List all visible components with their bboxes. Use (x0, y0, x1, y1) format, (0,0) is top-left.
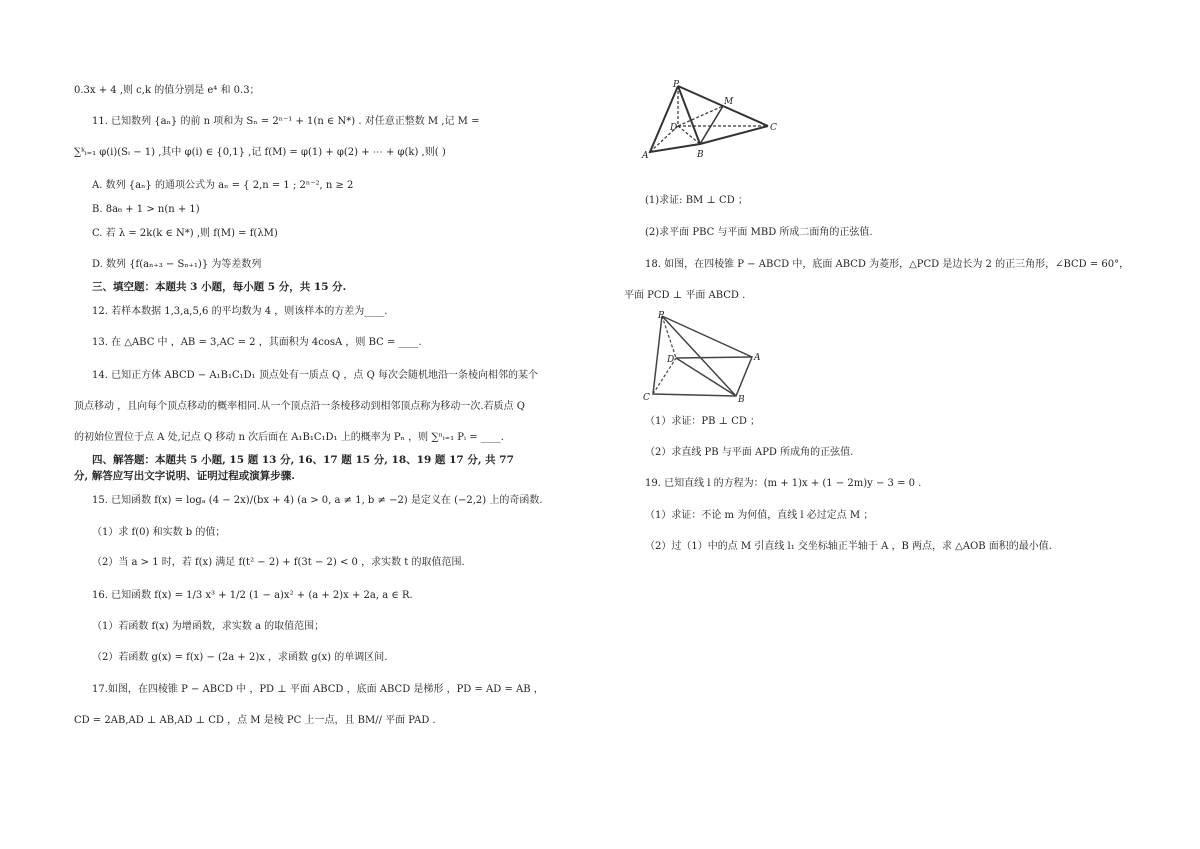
vertex-label: A (642, 151, 649, 161)
question-19: 19. 已知直线 l 的方程为：(m + 1)x + (1 − 2m)y − 3 = 0 . (645, 478, 922, 489)
vertex-label: D (670, 123, 678, 133)
section-heading: 三、填空题：本题共 3 小题，每小题 5 分，共 15 分. (92, 281, 347, 293)
vertex-label: B (697, 150, 704, 160)
text-line: （1）求证：不论 m 为何值，直线 l 必过定点 M ； (645, 510, 874, 521)
text-line: ∑ᵏᵢ₌₁ φ(i)(Sᵢ − 1) ,其中 φ(i) ∈ {0,1} ,记 f(M) = φ(1) + φ(2) + ⋯ + φ(k) ,则( ) (74, 147, 446, 158)
text-line: （2）当 a > 1 时，若 f(x) 满足 f(t² − 2) + f(3t − 2) < 0 ，求实数 t 的取值范围. (92, 557, 465, 568)
option-c: C. 若 λ = 2k(k ∈ N*) ,则 f(M) = f(λM) (92, 228, 278, 239)
pyramid-figure-1 (640, 78, 790, 162)
text-line: （1）求 f(0) 和实数 b 的值； (92, 527, 226, 538)
text-line: （2）求直线 PB 与平面 APD 所成角的正弦值. (645, 447, 854, 458)
vertex-label: C (643, 393, 650, 403)
question-15: 15. 已知函数 f(x) = logₐ (4 − 2x)/(bx + 4) (a > 0, a ≠ 1, b ≠ −2) 是定义在 (−2,2) 上的奇函数. (92, 495, 543, 506)
question-11: 11. 已知数列 {aₙ} 的前 n 项和为 Sₙ = 2ⁿ⁻¹ + 1(n ∈ N*) . 对任意正整数 M ,记 M = (92, 116, 480, 127)
section-heading: 分, 解答应写出文字说明、证明过程或演算步骤. (74, 470, 295, 482)
text-line: 的初始位置位于点 A 处,记点 Q 移动 n 次后面在 A₁B₁C₁D₁ 上的概率为 Pₙ ，则 ∑ⁿᵢ₌₁ Pᵢ = ____. (74, 432, 504, 443)
text-line: 0.3x + 4 ,则 c,k 的值分别是 e⁴ 和 0.3； (74, 85, 260, 96)
text-line: (2)求平面 PBC 与平面 MBD 所成二面角的正弦值. (645, 227, 873, 238)
question-14: 14. 已知正方体 ABCD − A₁B₁C₁D₁ 顶点处有一质点 Q ，点 Q 每次会随机地沿一条棱向相邻的某个 (92, 370, 538, 381)
question-16: 16. 已知函数 f(x) = 1/3 x³ + 1/2 (1 − a)x² + (a + 2)x + 2a, a ∈ R. (92, 590, 413, 601)
text-line: (1)求证: BM ⊥ CD ； (645, 195, 748, 206)
option-a: A. 数列 {aₙ} 的通项公式为 aₙ = { 2,n = 1 ; 2ⁿ⁻², n ≥ 2 (92, 180, 354, 191)
vertex-label: C (770, 123, 777, 133)
text-line: 平面 PCD ⊥ 平面 ABCD . (624, 290, 746, 301)
section-heading: 四、解答题：本题共 5 小题, 15 题 13 分, 16、17 题 15 分, 18、19 题 17 分, 共 77 (92, 454, 514, 466)
text-line: CD = 2AB,AD ⊥ AB,AD ⊥ CD ，点 M 是棱 PC 上一点，且 BM// 平面 PAD . (74, 715, 436, 726)
question-17: 17.如图，在四棱锥 P − ABCD 中 ，PD ⊥ 平面 ABCD ，底面 ABCD 是梯形 ，PD = AD = AB ， (92, 684, 544, 695)
vertex-label: B (738, 395, 745, 405)
pyramid-figure-2 (640, 310, 770, 406)
option-b: B. 8a₆ + 1 > n(n + 1) (92, 204, 200, 215)
vertex-label: A (754, 353, 761, 363)
text-line: （2）过（1）中的点 M 引直线 l₁ 交坐标轴正半轴于 A ，B 两点，求 △AOB 面积的最小值. (645, 541, 1052, 552)
text-line: （1）求证：PB ⊥ CD ； (645, 416, 761, 427)
question-18: 18. 如图，在四棱锥 P − ABCD 中，底面 ABCD 为菱形，△PCD 是边长为 2 的正三角形，∠BCD = 60°， (645, 259, 1130, 270)
text-line: （1）若函数 f(x) 为增函数，求实数 a 的取值范围； (92, 621, 325, 632)
vertex-label: D (667, 355, 675, 365)
vertex-label: M (724, 97, 734, 107)
vertex-label: P (673, 80, 680, 90)
option-d: D. 数列 {f(aₙ₊₃ − Sₙ₊₁)} 为等差数列 (92, 259, 262, 270)
text-line: （2）若函数 g(x) = f(x) − (2a + 2)x ，求函数 g(x) 的单调区间. (92, 652, 388, 663)
question-13: 13. 在 △ABC 中 ，AB = 3,AC = 2 ，其面积为 4cosA ，则 BC = ____. (92, 337, 422, 348)
text-line: 顶点移动 ，且向每个顶点移动的概率相同.从一个顶点沿一条棱移动到相邻顶点称为移动一次.若质点 Q (74, 401, 525, 412)
question-12: 12. 若样本数据 1,3,a,5,6 的平均数为 4 ，则该样本的方差为____. (92, 306, 388, 317)
vertex-label: P (658, 311, 665, 321)
